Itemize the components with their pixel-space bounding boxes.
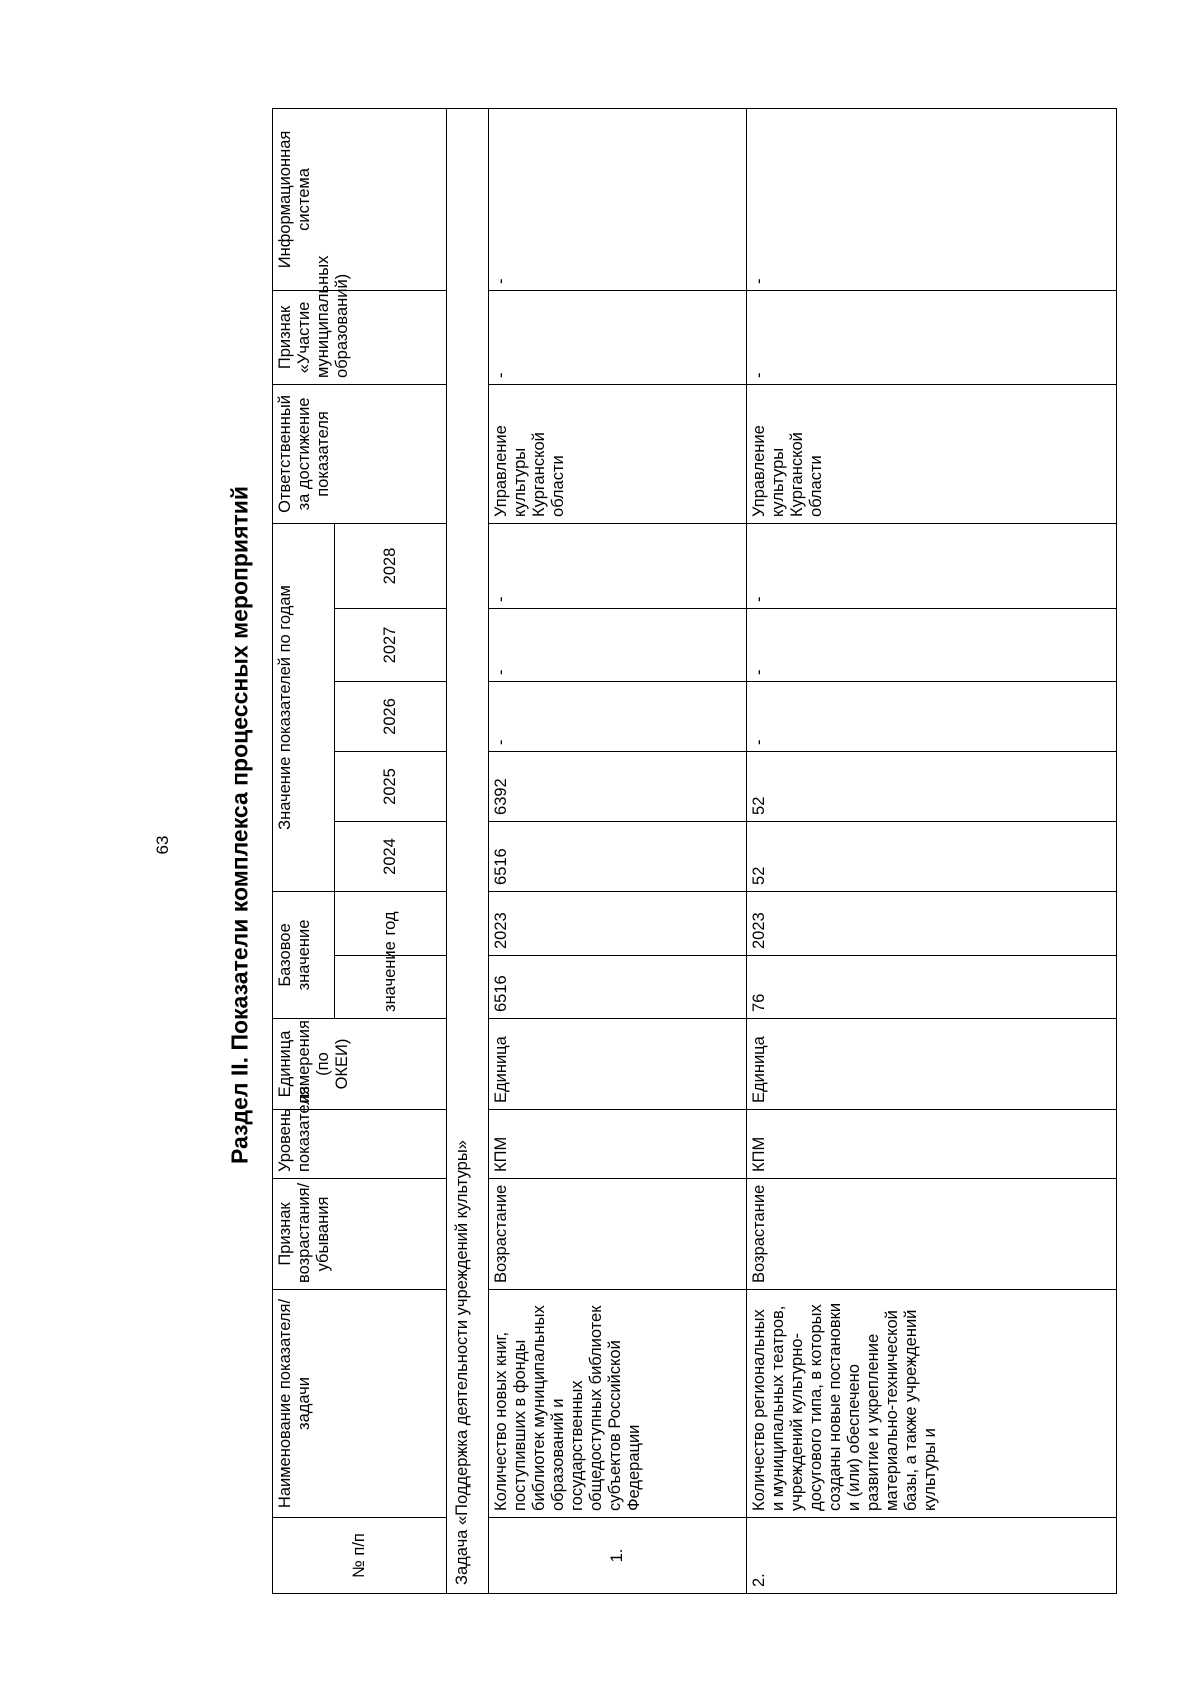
header-responsible: Ответственный за достижение показателя: [273, 384, 447, 523]
header-year-2025: 2025: [335, 751, 447, 821]
row-municipal: -: [747, 290, 1117, 384]
row-value-2025: 52: [747, 751, 1117, 821]
row-base-value: 6516: [489, 956, 747, 1019]
row-value-2027: -: [747, 608, 1117, 681]
row-base-year: 2023: [747, 891, 1117, 955]
row-info-system: -: [747, 108, 1117, 290]
row-municipal: -: [489, 290, 747, 384]
row-value-2024: 52: [747, 821, 1117, 891]
row-base-value: 76: [747, 956, 1117, 1019]
header-trend: Признак возрастания/ убывания: [273, 1179, 447, 1290]
row-info-system: -: [489, 108, 747, 290]
header-base-value: значение: [335, 956, 447, 1019]
header-year-2027: 2027: [335, 608, 447, 681]
header-municipal: Признак «Участие муниципальных образований): [273, 290, 447, 384]
header-num: № п/п: [273, 1518, 447, 1594]
table-row: [489, 108, 747, 1593]
table-row: [747, 108, 1117, 1593]
task-row: Задача «Поддержка деятельности учреждений культуры»: [447, 108, 489, 1593]
header-unit: Единица измерения (по ОКЕИ): [273, 1019, 447, 1110]
row-trend: Возрастание: [747, 1179, 1117, 1290]
row-unit: Единица: [489, 1019, 747, 1110]
row-value-2025: 6392: [489, 751, 747, 821]
row-base-year: 2023: [489, 891, 747, 955]
row-responsible: Управление культуры Курганской области: [747, 384, 1117, 523]
row-value-2028: -: [747, 523, 1117, 608]
header-year-2024: 2024: [335, 821, 447, 891]
header-info-system: Информационная система: [273, 108, 447, 290]
row-value-2024: 6516: [489, 821, 747, 891]
row-level: КПМ: [489, 1110, 747, 1179]
row-num: 2.: [747, 1518, 1117, 1594]
row-responsible: Управление культуры Курганской области: [489, 384, 747, 523]
header-year-2026: 2026: [335, 681, 447, 751]
row-level: КПМ: [747, 1110, 1117, 1179]
indicators-table: [272, 108, 1117, 1594]
header-year-2028: 2028: [335, 523, 447, 608]
header-level: Уровень показателя: [273, 1110, 447, 1179]
header-values-by-year: Значение показателей по годам: [273, 523, 335, 891]
row-name: Количество региональных и муниципальных театров, учреждений культурно-досугового типа, в которых созданы новые постановки и (или) обеспечено развитие и укрепление материально-технической базы, а также учреждений культуры и: [747, 1290, 1117, 1518]
row-value-2026: -: [747, 681, 1117, 751]
row-value-2027: -: [489, 608, 747, 681]
header-base-year: год: [335, 891, 447, 955]
section-heading: Раздел II. Показатели комплекса процессных мероприятий: [226, 485, 253, 1165]
row-value-2028: -: [489, 523, 747, 608]
row-trend: Возрастание: [489, 1179, 747, 1290]
row-value-2026: -: [489, 681, 747, 751]
header-name: Наименование показателя/задачи: [273, 1290, 447, 1518]
rotated-table-container: [272, 109, 1134, 1594]
page-number: 63: [153, 835, 172, 855]
row-num: 1.: [489, 1518, 747, 1594]
row-unit: Единица: [747, 1019, 1117, 1110]
header-base: Базовое значение: [273, 891, 335, 1018]
row-name: Количество новых книг, поступивших в фонды библиотек муниципальных образований и государственных общедоступных библиотек субъектов Российской Федерации: [489, 1290, 747, 1518]
